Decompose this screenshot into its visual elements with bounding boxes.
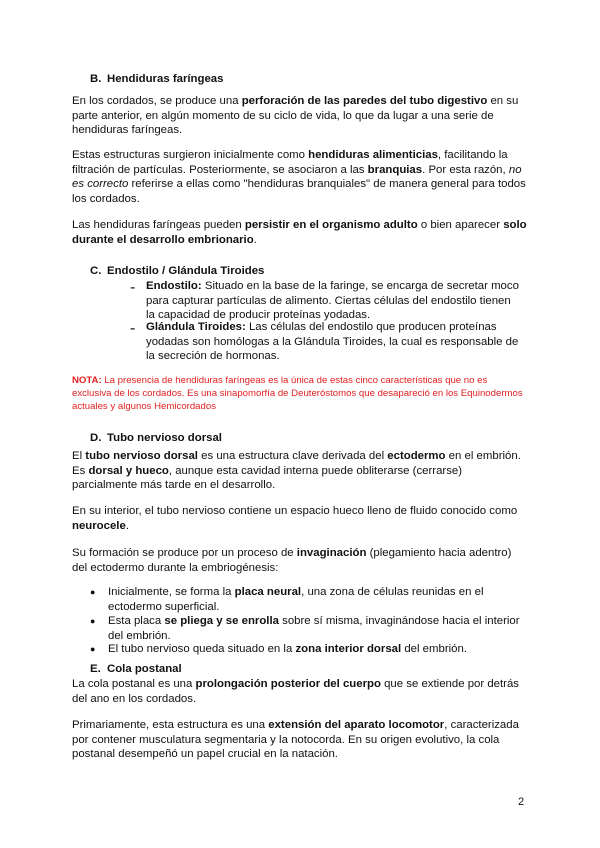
paragraph-b3: Las hendiduras faríngeas pueden persistir en el organismo adulto o bien aparecer solo durante el desarrollo embrionario. [72, 219, 527, 246]
heading-endostilo: C. Endostilo / Glándula Tiroides [90, 265, 265, 277]
dash-marker: - [130, 320, 136, 337]
list-item-pliegue: Esta placa se pliega y se enrolla sobre sí misma, invaginándose hacia el interior del embrión. [108, 615, 520, 642]
list-item-endostilo: Endostilo: Situado en la base de la faringe, se encarga de secretar moco para capturar partículas de alimento. Ciertas células del endostilo tienen la capacidad de producir proteínas yodadas. [146, 280, 519, 322]
paragraph-e2: Primariamente, esta estructura es una extensión del aparato locomotor, caracterizada por contener musculatura segmentaria y la notocorda. En su origen evolutivo, la cola postanal desempeñó un papel crucial en la natación. [72, 719, 519, 761]
list-item-tiroides: Glándula Tiroides: Las células del endostilo que producen proteínas yodadas son homólogas a la Glándula Tiroides, la cual es responsable de la secreción de hormonas. [146, 321, 519, 363]
heading-tubo-nervioso: D. Tubo nervioso dorsal [90, 432, 222, 444]
paragraph-d3: Su formación se produce por un proceso de invaginación (plegamiento hacia adentro) del ectodermo durante la embriogénesis: [72, 547, 512, 574]
paragraph-e1: La cola postanal es una prolongación posterior del cuerpo que se extiende por detrás del ano en los cordados. [72, 678, 519, 705]
paragraph-b1: En los cordados, se produce una perforación de las paredes del tubo digestivo en su parte anterior, en algún momento de su ciclo de vida, lo que da lugar a una serie de hendiduras faríngeas. [72, 95, 519, 137]
heading-cola-postanal: E. Cola postanal [90, 663, 182, 675]
paragraph-d1: El tubo nervioso dorsal es una estructura clave derivada del ectodermo en el embrión. Es dorsal y hueco, aunque esta cavidad interna puede obliterarse (cerrarse) parcialmente más tarde en el desarrollo. [72, 450, 521, 492]
list-item-placa-neural: Inicialmente, se forma la placa neural, una zona de células reunidas en el ectodermo superficial. [108, 586, 484, 613]
page-number: 2 [518, 796, 525, 808]
paragraph-b2: Estas estructuras surgieron inicialmente como hendiduras alimenticias, facilitando la filtración de partículas. Posteriormente, se asociaron a las branquias. Por esta razón, no es correcto referirse a ellas como "hendiduras branquiales" de manera general para todos los cordados. [72, 149, 526, 205]
paragraph-d2: En su interior, el tubo nervioso contiene un espacio hueco lleno de fluido conocido como neurocele. [72, 505, 518, 532]
list-item-zona-dorsal: El tubo nervioso queda situado en la zona interior dorsal del embrión. [108, 643, 468, 655]
note-text: NOTA: La presencia de hendiduras faríngeas es la única de estas cinco características que no es exclusiva de los cordados. Es una sinapomorfía de Deuteróstomos que desapareció en los Equinodermos actuales y algunos Hemicordados [72, 375, 523, 412]
bullet-marker: ● [90, 587, 96, 597]
dash-marker: - [130, 279, 136, 296]
bullet-marker: ● [90, 644, 96, 654]
bullet-marker: ● [90, 616, 96, 626]
heading-hendiduras: B. Hendiduras faríngeas [90, 73, 224, 85]
